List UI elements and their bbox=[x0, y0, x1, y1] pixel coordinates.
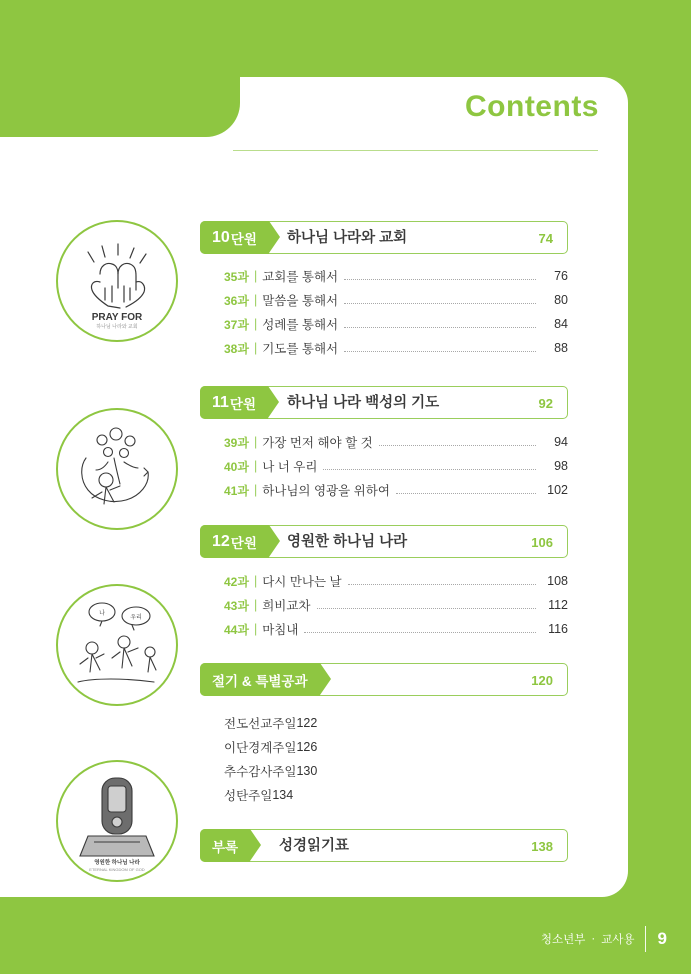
svg-text:나: 나 bbox=[99, 611, 105, 617]
lesson-row[interactable] bbox=[224, 338, 568, 358]
lesson-separator: | bbox=[253, 459, 258, 473]
unit-word-11: 단원 bbox=[229, 396, 257, 412]
special-title: 이단경계주일 bbox=[224, 741, 297, 755]
unit-number-11: 11 bbox=[212, 393, 229, 411]
unit-word-12: 단원 bbox=[230, 535, 257, 551]
lesson-page: 84 bbox=[554, 317, 568, 331]
lesson-separator: | bbox=[253, 435, 258, 449]
special-item-page: 126 bbox=[296, 740, 318, 754]
lesson-title: 성례를 통해서 bbox=[262, 318, 339, 332]
title-divider bbox=[233, 150, 598, 151]
leader-dots bbox=[344, 317, 536, 328]
leader-dots bbox=[317, 598, 536, 609]
page-number: 9 bbox=[657, 929, 667, 948]
leader-dots bbox=[344, 269, 536, 280]
lesson-title: 가장 먼저 해야 할 것 bbox=[262, 436, 373, 450]
lesson-row[interactable] bbox=[224, 314, 568, 334]
lesson-row[interactable] bbox=[224, 595, 568, 615]
lesson-title: 교회를 통해서 bbox=[262, 270, 339, 284]
lesson-row[interactable] bbox=[224, 619, 568, 639]
lesson-title: 하나님의 영광을 위하여 bbox=[262, 484, 390, 498]
leader-dots bbox=[379, 435, 536, 446]
footer-label: 청소년부 bbox=[540, 934, 586, 946]
lesson-number: 37과 bbox=[224, 317, 249, 332]
unit-header-12[interactable] bbox=[200, 525, 568, 558]
leader-dots bbox=[348, 574, 536, 585]
lesson-title: 나 너 우리 bbox=[262, 460, 318, 474]
special-title: 추수감사주일 bbox=[224, 765, 297, 779]
special-title: 전도선교주일 bbox=[224, 717, 297, 731]
unit-word-10: 단원 bbox=[230, 231, 257, 247]
sheet-corner-notch bbox=[0, 77, 240, 137]
people-with-speech-bubbles-illustration bbox=[56, 584, 178, 706]
unit-tab-12 bbox=[200, 525, 269, 558]
unit-tab-11 bbox=[200, 386, 268, 419]
monument-illustration bbox=[56, 760, 178, 882]
lesson-page: 116 bbox=[548, 622, 568, 636]
special-title: 성탄주일 bbox=[224, 789, 273, 803]
special-row[interactable] bbox=[224, 785, 568, 805]
special-page: 120 bbox=[531, 673, 553, 688]
lesson-number: 39과 bbox=[224, 435, 249, 450]
lesson-row[interactable] bbox=[224, 571, 568, 591]
special-item-page: 134 bbox=[272, 788, 294, 802]
lesson-number: 40과 bbox=[224, 459, 249, 474]
person-with-flowers-illustration bbox=[56, 408, 178, 530]
appendix-tab bbox=[200, 829, 250, 862]
lesson-page: 108 bbox=[547, 574, 568, 588]
leader-dots bbox=[344, 293, 536, 304]
special-row[interactable] bbox=[224, 713, 568, 733]
unit-page-10: 74 bbox=[538, 231, 553, 246]
lesson-page: 98 bbox=[554, 459, 568, 473]
lesson-separator: | bbox=[253, 269, 258, 283]
special-item-page: 130 bbox=[296, 764, 318, 778]
svg-text:PRAY FOR: PRAY FOR bbox=[91, 312, 143, 323]
lesson-separator: | bbox=[253, 317, 258, 331]
lesson-separator: | bbox=[253, 598, 258, 612]
unit-number-10: 10 bbox=[212, 228, 230, 246]
praying-hands-illustration bbox=[56, 220, 178, 342]
lesson-row[interactable] bbox=[224, 290, 568, 310]
lesson-page: 88 bbox=[554, 341, 568, 355]
unit-title-11: 하나님 나라 백성의 기도 bbox=[287, 395, 440, 411]
footer-separator: · bbox=[591, 933, 596, 945]
lesson-page: 80 bbox=[554, 293, 568, 307]
lesson-row[interactable] bbox=[224, 480, 568, 500]
unit-page-12: 106 bbox=[531, 535, 553, 550]
lesson-number: 44과 bbox=[224, 622, 249, 637]
lesson-title: 기도를 통해서 bbox=[262, 342, 339, 356]
lesson-page: 94 bbox=[554, 435, 568, 449]
unit-page-11: 92 bbox=[538, 396, 553, 411]
special-row[interactable] bbox=[224, 761, 568, 781]
appendix-page: 138 bbox=[531, 839, 553, 854]
special-tab-label: 절기 & 특별공과 bbox=[212, 673, 308, 689]
lesson-separator: | bbox=[253, 483, 258, 497]
lesson-title: 말씀을 통해서 bbox=[262, 294, 339, 308]
appendix-title: 성경읽기표 bbox=[279, 838, 350, 854]
special-item-page: 122 bbox=[296, 716, 318, 730]
page-footer bbox=[541, 926, 667, 952]
svg-text:ETERNAL KINGDOM OF GOD: ETERNAL KINGDOM OF GOD bbox=[89, 867, 145, 872]
leader-dots bbox=[323, 459, 536, 470]
unit-header-10[interactable] bbox=[200, 221, 568, 254]
appendix-tab-label: 부록 bbox=[212, 839, 239, 855]
lesson-title: 다시 만나는 날 bbox=[262, 575, 342, 589]
unit-tab-10 bbox=[200, 221, 269, 254]
lesson-row[interactable] bbox=[224, 266, 568, 286]
lesson-number: 42과 bbox=[224, 574, 249, 589]
leader-dots bbox=[396, 483, 536, 494]
svg-text:영원한 하나님 나라: 영원한 하나님 나라 bbox=[94, 860, 140, 866]
special-tab bbox=[200, 663, 320, 696]
lesson-page: 76 bbox=[554, 269, 568, 283]
footer-divider bbox=[645, 926, 646, 952]
lesson-page: 112 bbox=[548, 598, 568, 612]
lesson-number: 41과 bbox=[224, 483, 249, 498]
leader-dots bbox=[304, 622, 536, 633]
lesson-number: 36과 bbox=[224, 293, 249, 308]
unit-title-12: 영원한 하나님 나라 bbox=[287, 534, 408, 550]
lesson-number: 35과 bbox=[224, 269, 249, 284]
lesson-title: 마침내 bbox=[262, 623, 299, 637]
lesson-separator: | bbox=[253, 341, 258, 355]
special-row[interactable] bbox=[224, 737, 568, 757]
lesson-separator: | bbox=[253, 574, 258, 588]
lesson-number: 38과 bbox=[224, 341, 249, 356]
footer-label-2: 교사용 bbox=[601, 934, 635, 946]
special-header[interactable] bbox=[200, 663, 568, 696]
lesson-number: 43과 bbox=[224, 598, 249, 613]
lesson-row[interactable] bbox=[224, 432, 568, 452]
appendix-header[interactable] bbox=[200, 829, 568, 862]
lesson-separator: | bbox=[253, 293, 258, 307]
unit-header-11[interactable] bbox=[200, 386, 568, 419]
unit-number-12: 12 bbox=[212, 532, 230, 550]
svg-text:하나님 나라와 교회: 하나님 나라와 교회 bbox=[96, 324, 138, 330]
leader-dots bbox=[344, 341, 536, 352]
page-title: Contents bbox=[465, 90, 599, 123]
svg-text:우리: 우리 bbox=[130, 615, 142, 621]
unit-title-10: 하나님 나라와 교회 bbox=[287, 230, 408, 246]
lesson-separator: | bbox=[253, 622, 258, 636]
lesson-page: 102 bbox=[547, 483, 568, 497]
lesson-title: 희비교차 bbox=[262, 599, 311, 613]
lesson-row[interactable] bbox=[224, 456, 568, 476]
